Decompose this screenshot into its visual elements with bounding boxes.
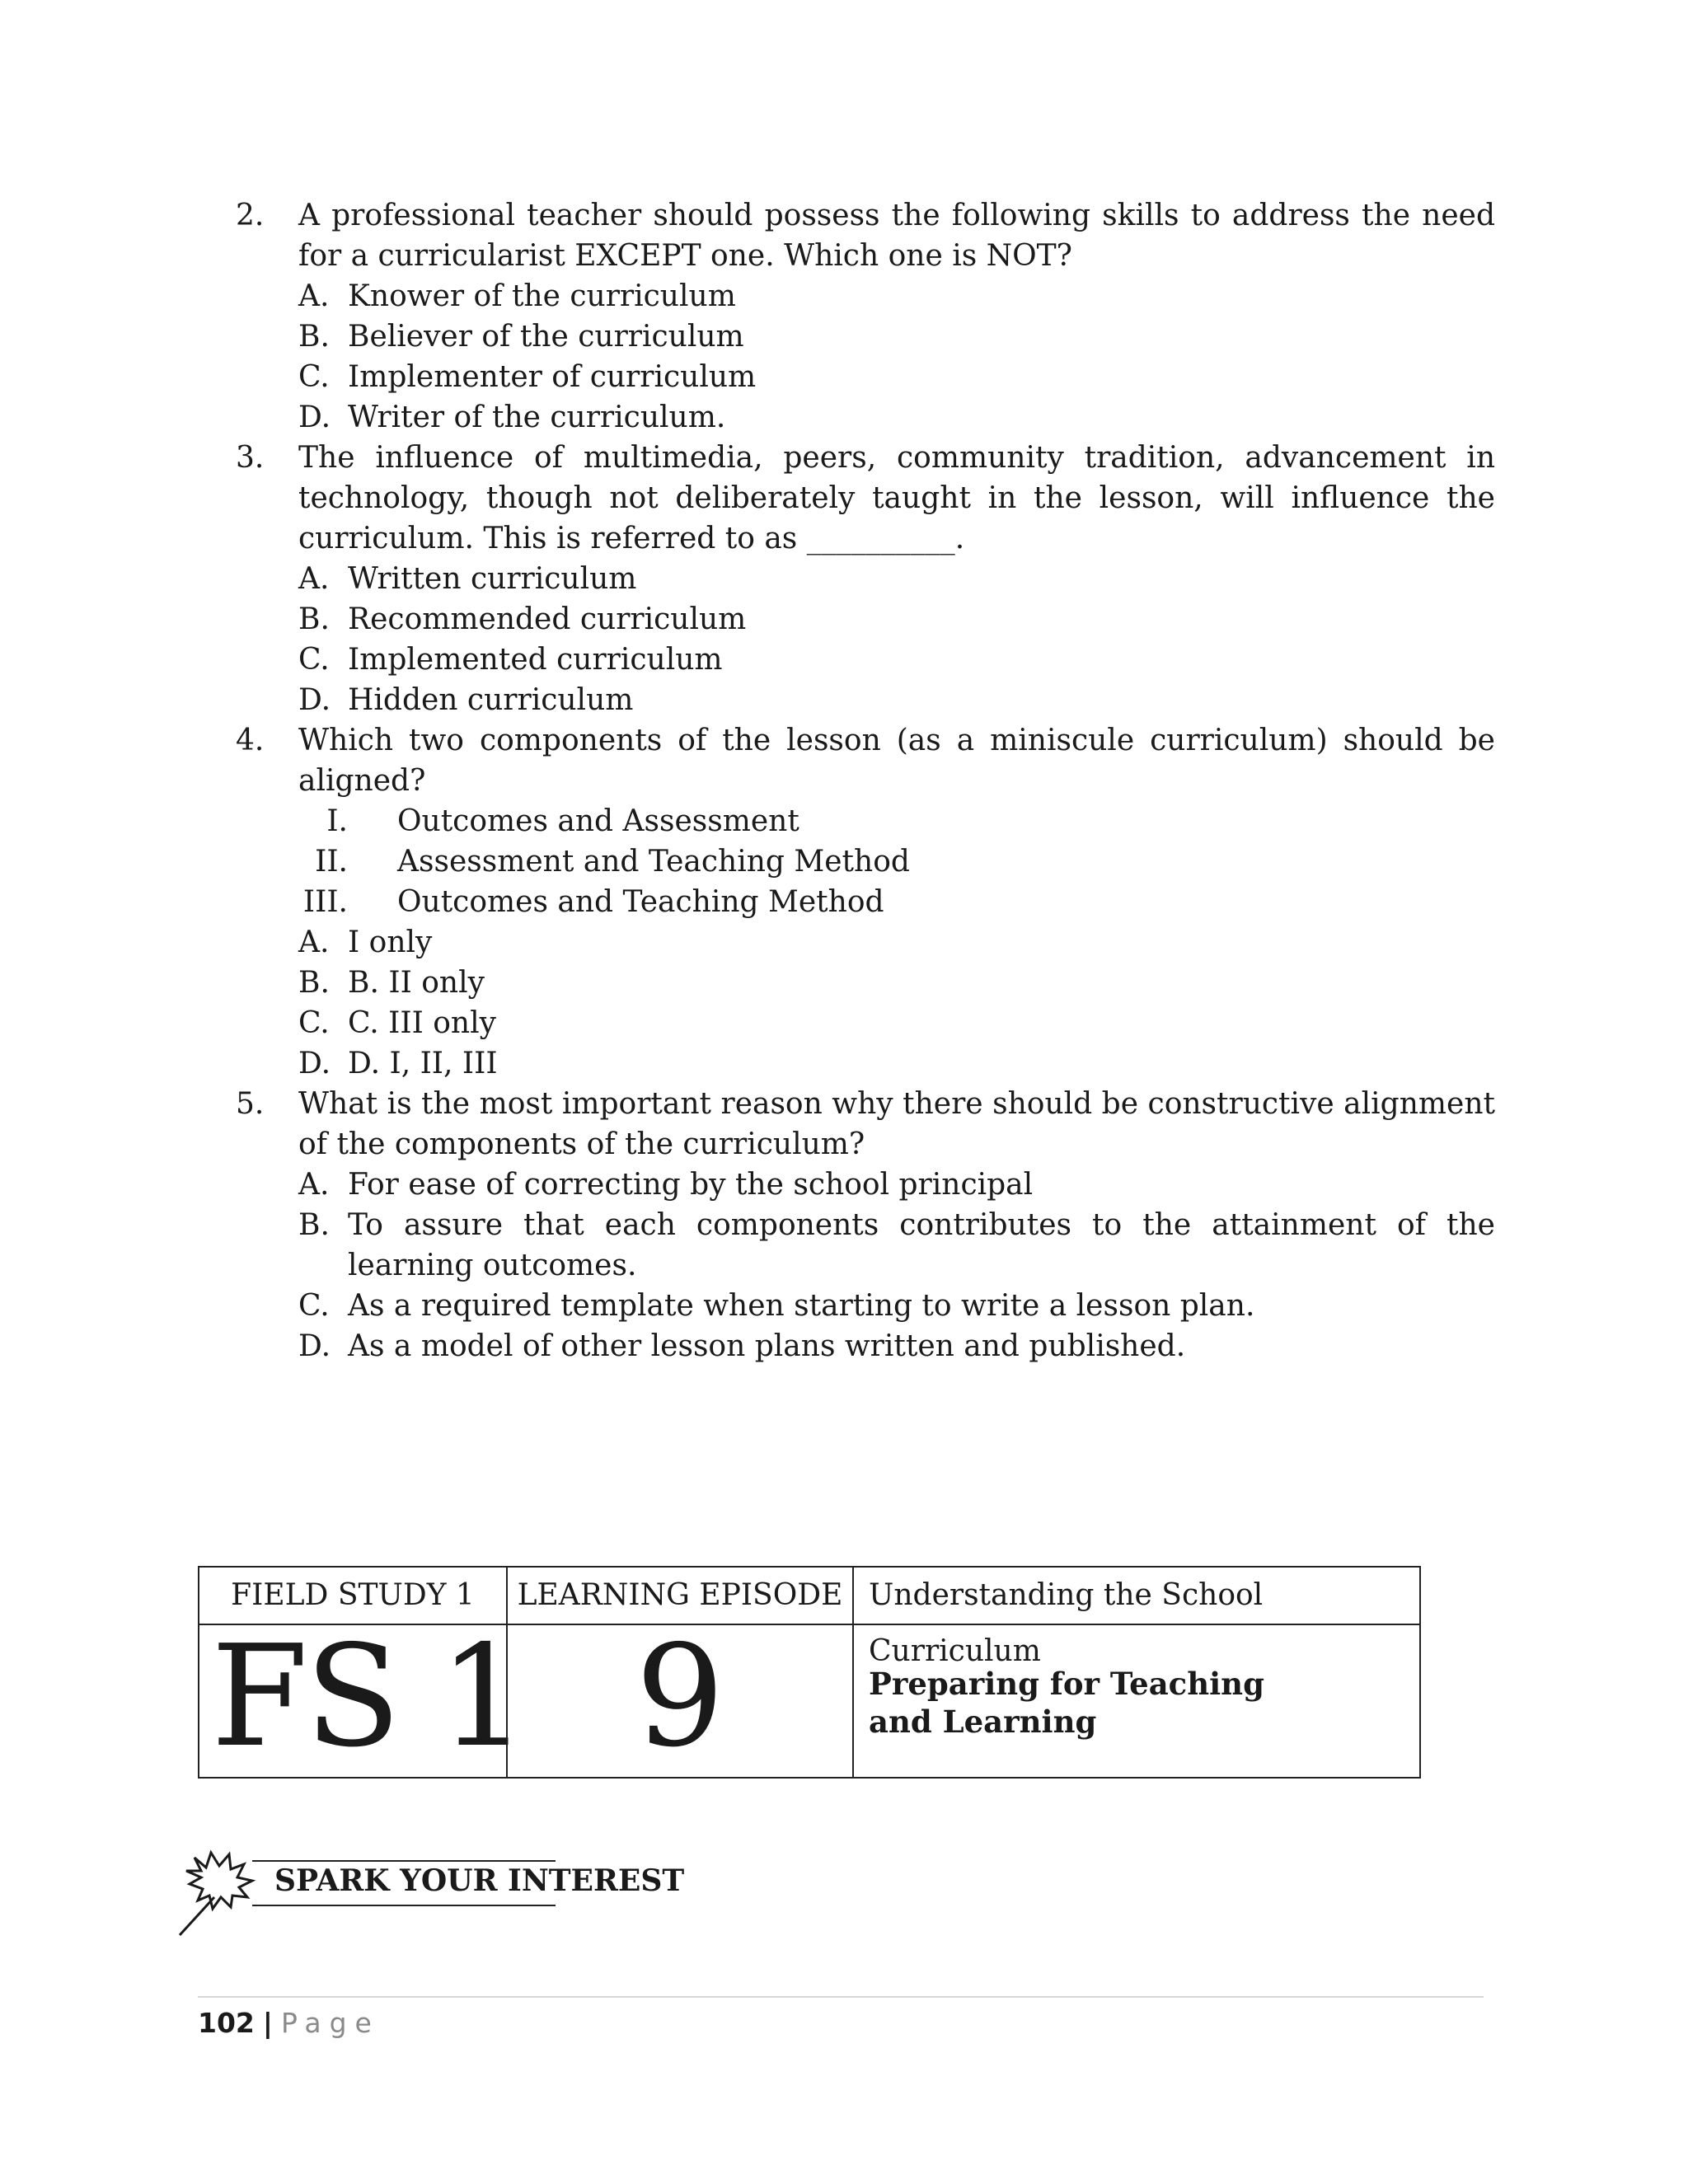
episode-number: 9: [635, 1615, 725, 1779]
roman-item-1: [298, 801, 1495, 841]
option-text: To assure that each components contributes to the attainment of the learning outcomes.: [348, 1208, 1495, 1282]
option-text: Writer of the curriculum.: [348, 401, 726, 434]
option-letter: A.: [298, 279, 330, 313]
option-d: [298, 1326, 1495, 1366]
question-number: 3.: [236, 441, 265, 475]
option-c: [298, 1003, 1495, 1043]
option-a: [298, 1165, 1495, 1205]
option-letter: D.: [298, 1329, 331, 1363]
option-c: [298, 357, 1495, 397]
roman-text: Assessment and Teaching Method: [397, 845, 910, 879]
question-text: What is the most important reason why there should be constructive alignment of the components of the curriculum?: [298, 1087, 1495, 1161]
question-number: 5.: [236, 1087, 265, 1121]
question-4: [236, 720, 1495, 1084]
roman-numeral: I.: [326, 804, 348, 838]
question-text: Which two components of the lesson (as a miniscule curriculum) should be aligned?: [298, 724, 1495, 798]
option-letter: D.: [298, 683, 331, 717]
roman-text: Outcomes and Teaching Method: [397, 885, 884, 919]
option-letter: A.: [298, 1168, 330, 1202]
learning-episode-label: LEARNING EPISODE: [517, 1578, 843, 1612]
episode-title: Preparing for Teaching and Learning: [869, 1666, 1264, 1740]
question-2: [236, 195, 1495, 438]
option-text: Recommended curriculum: [348, 602, 747, 636]
option-d: [298, 397, 1495, 438]
roman-text: Outcomes and Assessment: [397, 804, 799, 838]
option-text: Written curriculum: [348, 562, 637, 596]
option-b: [298, 963, 1495, 1003]
page-label: Page: [280, 2007, 380, 2039]
option-text: D. I, II, III: [348, 1047, 498, 1080]
question-number: 4.: [236, 724, 265, 757]
option-text: I only: [348, 926, 433, 959]
option-letter: B.: [298, 320, 330, 354]
option-letter: B.: [298, 966, 330, 1000]
table-divider: [852, 1568, 854, 1777]
question-3: [236, 438, 1495, 720]
option-text: Hidden curriculum: [348, 683, 634, 717]
question-number: 2.: [236, 199, 265, 232]
option-letter: D.: [298, 1047, 331, 1080]
option-d: [298, 680, 1495, 720]
question-5: [236, 1084, 1495, 1366]
option-list: [298, 276, 1495, 438]
option-text: Believer of the curriculum: [348, 320, 744, 354]
option-letter: A.: [298, 562, 330, 596]
option-text: Implemented curriculum: [348, 643, 723, 677]
option-text: C. III only: [348, 1006, 496, 1040]
option-text: Knower of the curriculum: [348, 279, 736, 313]
option-letter: D.: [298, 401, 331, 434]
option-c: [298, 1286, 1495, 1326]
learning-episode-table: [198, 1566, 1421, 1779]
option-a: [298, 559, 1495, 599]
option-letter: B.: [298, 602, 330, 636]
option-b: [298, 599, 1495, 640]
roman-item-2: [298, 841, 1495, 882]
option-list: [298, 559, 1495, 720]
option-b: [298, 1205, 1495, 1286]
section-rule-bottom: [252, 1905, 556, 1906]
option-letter: C.: [298, 1006, 330, 1040]
roman-numeral: III.: [302, 885, 348, 919]
option-text: B. II only: [348, 966, 485, 1000]
question-text: A professional teacher should possess the following skills to address the need for a curricularist EXCEPT one. Which one is NOT?: [298, 199, 1495, 273]
option-a: [298, 922, 1495, 963]
roman-list: [298, 801, 1495, 922]
question-text: The influence of multimedia, peers, community tradition, advancement in technology, though not deliberately taught in the lesson, will influence the curriculum. This is referred to as __________.: [298, 441, 1495, 555]
footer-rule: [198, 1996, 1484, 1998]
page-number: 102: [198, 2007, 255, 2039]
footer-separator: |: [262, 2007, 273, 2039]
option-text: For ease of correcting by the school principal: [348, 1168, 1034, 1202]
roman-numeral: II.: [315, 845, 348, 879]
roman-item-3: [298, 882, 1495, 922]
page-footer: [198, 2003, 380, 2044]
option-letter: C.: [298, 643, 330, 677]
option-list: [298, 1165, 1495, 1366]
question-list: [236, 195, 1495, 1366]
topic-label: Understanding the School Curriculum: [869, 1578, 1264, 1668]
option-text: Implementer of curriculum: [348, 360, 757, 394]
option-text: As a required template when starting to write a lesson plan.: [348, 1289, 1255, 1323]
option-c: [298, 640, 1495, 680]
fs-code: FS 1: [211, 1615, 525, 1779]
option-letter: C.: [298, 1289, 330, 1323]
option-list: [298, 922, 1495, 1084]
option-letter: B.: [298, 1208, 330, 1242]
option-b: [298, 316, 1495, 357]
option-text: As a model of other lesson plans written and published.: [348, 1329, 1186, 1363]
option-d: [298, 1043, 1495, 1084]
section-title: SPARK YOUR INTEREST: [274, 1863, 685, 1898]
option-letter: A.: [298, 926, 330, 959]
option-letter: C.: [298, 360, 330, 394]
spark-burst-icon: [178, 1846, 264, 1938]
field-study-label: FIELD STUDY 1: [231, 1578, 475, 1612]
option-a: [298, 276, 1495, 316]
